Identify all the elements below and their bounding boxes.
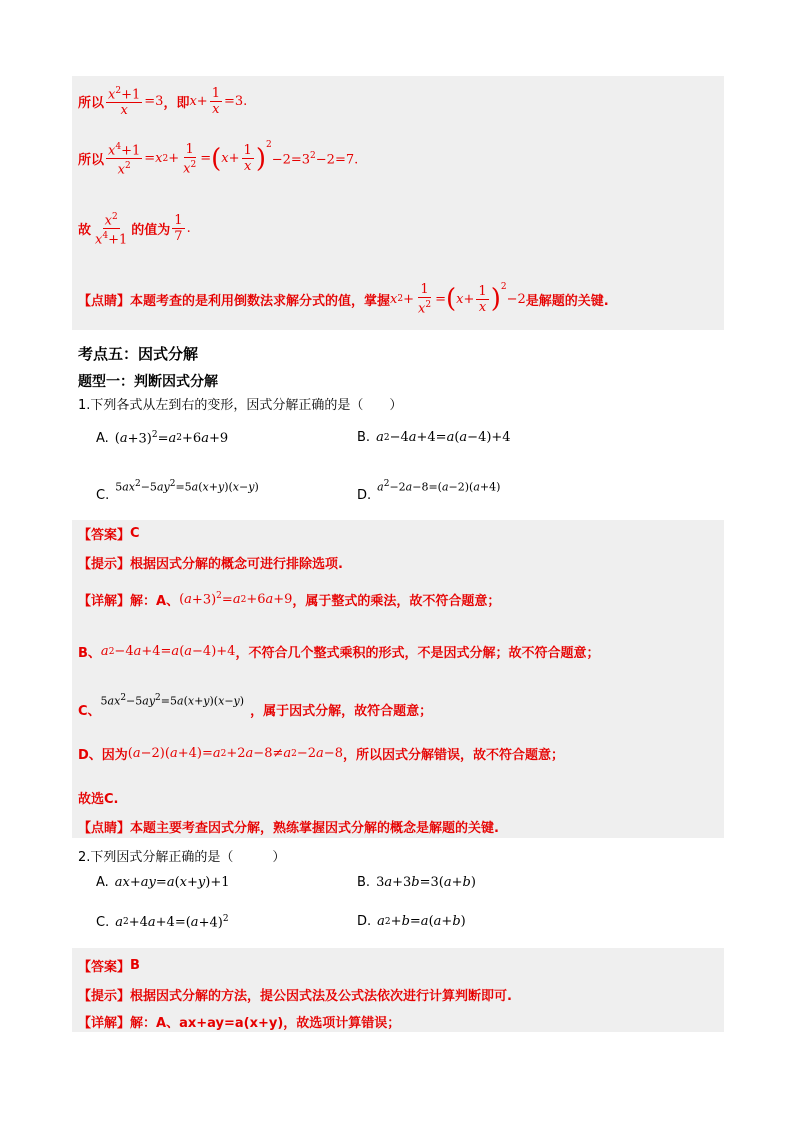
q1-option-a[interactable]: A. ( a +3)$^2$= a 2 +6 a +9 (96, 430, 229, 447)
fraction: $\frac{1}{x^2}$ (418, 282, 432, 317)
fraction: $\frac{1}{x}$ (478, 283, 487, 315)
q2-option-c[interactable]: C. a 2 +4 a +4=( a +4)$^2$ (96, 914, 229, 931)
fraction: $\frac{1}{7}$ (174, 213, 183, 245)
prev-line-3: 故 $\frac{x^2}{x^4+1}$ 的值为 $\frac{1}{7}$ . (78, 212, 191, 248)
q2-option-a[interactable]: A. ax + ay = a ( x + y )+1 (96, 875, 230, 890)
q1-answer: 【答案】 C (78, 526, 140, 543)
fraction: $\frac{x^2+1}{x}$ (108, 86, 141, 119)
prev-point-line: 【点睛】 本题考查的是利用倒数法求解分式的值，掌握 x 2 + $\frac{1}{x^2}$ = ( x + $\frac{1}{x}$ ) $^2$ −2 是解题的关键. (78, 282, 609, 317)
q1-detail-b: B、 a 2 −4 a +4= a ( a −4)+4 ，不符合几个整式乘积的形式，不是因式分解；故不符合题意； (78, 644, 600, 661)
q2-answer: 【答案】 B (78, 958, 140, 975)
fraction: $\frac{1}{x}$ (211, 85, 220, 117)
section-title: 考点五：因式分解 (78, 345, 199, 363)
fraction: $\frac{x^2}{x^4+1}$ (95, 212, 128, 248)
prev-line-2: 所以 $\frac{x^4+1}{x^2}$ = x 2 + $\frac{1}{x^2}$ = ( x + $\frac{1}{x}$ ) $^2$ $-2=3^2-2=7$. (78, 140, 359, 178)
q2-hint: 【提示】 根据因式分解的方法，提公因式法及公式法依次进行计算判断即可. (78, 989, 512, 1004)
fraction: $\frac{1}{x^2}$ (183, 141, 197, 176)
q1-detail-c: C、 $5ax^2-5ay^2=5a(x+y)(x-y)$ ，属于因式分解，故符合题意； (78, 693, 433, 719)
prev-line-1: 所以 $\frac{x^2+1}{x}$ =3 ，即 x + $\frac{1}{x}$ =3. (78, 85, 248, 119)
q1-conclusion: 故选C. (78, 792, 119, 807)
q2-option-b[interactable]: B. 3 a +3 b =3( a + b ) (357, 875, 476, 890)
fraction: $\frac{1}{x}$ (243, 143, 252, 175)
q2-option-d[interactable]: D. a 2 + b = a ( a + b ) (357, 914, 466, 929)
fraction: $\frac{x^4+1}{x^2}$ (108, 142, 141, 178)
q1-stem: 1.下列各式从左到右的变形，因式分解正确的是（ ） (78, 398, 403, 413)
q1-detail-a: 【详解】 解：A、 ( a +3)$^2$= a 2 +6 a +9 ，属于整式的乘法，故不符合题意； (78, 591, 501, 609)
q1-option-c[interactable]: C. $5ax^2-5ay^2=5a(x+y)(x-y)$ (96, 479, 259, 503)
q1-hint: 【提示】 根据因式分解的概念可进行排除选项. (78, 557, 343, 572)
q1-point: 【点睛】 本题主要考查因式分解，熟练掌握因式分解的概念是解题的关键. (78, 821, 499, 836)
q2-stem: 2.下列因式分解正确的是（ ） (78, 850, 286, 865)
q1-option-d[interactable]: D. $a^2-2a-8=(a-2)(a+4)$ (357, 479, 501, 503)
q2-detail-a: 【详解】 解：A、ax+ay=a(x+y)，故选项计算错误； (78, 1016, 401, 1031)
q1-option-b[interactable]: B. a 2 −4 a +4= a ( a −4)+4 (357, 430, 511, 445)
section-subtitle: 题型一：判断因式分解 (78, 374, 218, 390)
q1-detail-d: D、因为 ( a −2)( a +4)= a 2 +2 a −8≠ a 2 −2 a −8 ，所以因式分解错误，故不符合题意； (78, 746, 564, 763)
